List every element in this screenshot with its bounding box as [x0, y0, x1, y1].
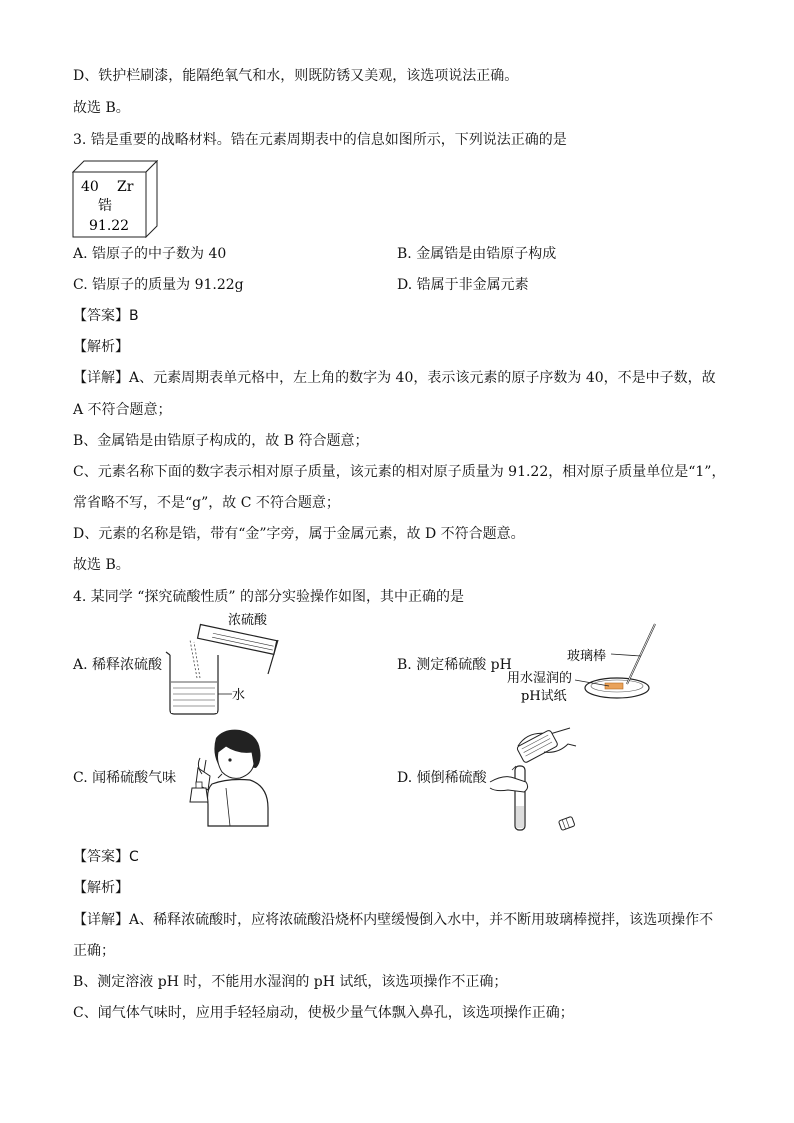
q4-option-c: C. 闻稀硫酸气味 [73, 770, 177, 786]
q3-detail-a: 【详解】A、元素周期表单元格中，左上角的数字为 40，表示该元素的原子序数为 40，不是中子数，故 [73, 370, 716, 386]
q3-detail-d: D、元素的名称是锆，带有“金”字旁，属于金属元素，故 D 不符合题意。 [73, 526, 525, 542]
label-water: 水 [232, 688, 246, 703]
label-wet-ph-paper-1: 用水湿润的 [507, 671, 573, 686]
q2-conclusion: 故选 B。 [73, 100, 130, 116]
diagram-measure-ph [505, 620, 665, 706]
element-symbol: Zr [117, 179, 134, 195]
q3-analysis-title: 【解析】 [73, 339, 129, 355]
q4-detail-c: C、闻气体气味时，应用手轻轻扇动，使极少量气体飘入鼻孔，该选项操作正确； [73, 1005, 574, 1021]
q4-answer: 【答案】C [73, 849, 139, 865]
q3-conclusion: 故选 B。 [73, 557, 130, 573]
q3-stem: 3. 锆是重要的战略材料。锆在元素周期表中的信息如图所示，下列说法正确的是 [73, 132, 567, 148]
q4-option-b: B. 测定稀硫酸 pH [397, 657, 512, 673]
diagram-smell-acid [178, 728, 272, 828]
q3-option-d: D. 锆属于非金属元素 [397, 277, 529, 293]
q3-detail-b: B、金属锆是由锆原子构成的，故 B 符合题意； [73, 433, 369, 449]
q4-option-a: A. 稀释浓硫酸 [73, 657, 163, 673]
label-concentrated-acid: 浓硫酸 [228, 613, 268, 628]
q4-analysis-title: 【解析】 [73, 880, 129, 896]
q4-detail-b: B、测定溶液 pH 时，不能用水湿润的 pH 试纸，该选项操作不正确； [73, 974, 508, 990]
label-glass-rod: 玻璃棒 [567, 649, 607, 664]
q3-option-a: A. 锆原子的中子数为 40 [73, 246, 227, 262]
q3-detail-c: C、元素名称下面的数字表示相对原子质量，该元素的相对原子质量为 91.22，相对原子质量单位是“1”， [73, 464, 726, 480]
element-atomic-mass: 91.22 [89, 218, 130, 234]
q3-detail-a-cont: A 不符合题意； [73, 402, 172, 418]
q3-detail-c-cont: 常省略不写，不是“g”，故 C 不符合题意； [73, 495, 340, 511]
diagram-dilute-acid [160, 610, 290, 718]
q2-option-d-explanation: D、铁护栏刷漆，能隔绝氧气和水，则既防锈又美观，该选项说法正确。 [73, 68, 519, 84]
q4-stem: 4. 某同学 “探究硫酸性质” 的部分实验操作如图，其中正确的是 [73, 589, 465, 605]
label-wet-ph-paper-2: pH试纸 [521, 689, 567, 704]
element-card-zirconium [72, 160, 158, 238]
q3-option-b: B. 金属锆是由锆原子构成 [397, 246, 557, 262]
q3-answer: 【答案】B [73, 308, 139, 324]
q4-detail-a-cont: 正确； [73, 943, 115, 959]
element-atomic-number: 40 [81, 179, 99, 195]
element-name: 锆 [98, 198, 112, 214]
q4-option-d: D. 倾倒稀硫酸 [397, 770, 487, 786]
q4-detail-a: 【详解】A、稀释浓硫酸时，应将浓硫酸沿烧杯内壁缓慢倒入水中，并不断用玻璃棒搅拌，该选项操作不 [73, 912, 714, 928]
q3-option-c: C. 锆原子的质量为 91.22g [73, 277, 244, 293]
diagram-pour-acid [488, 726, 588, 836]
